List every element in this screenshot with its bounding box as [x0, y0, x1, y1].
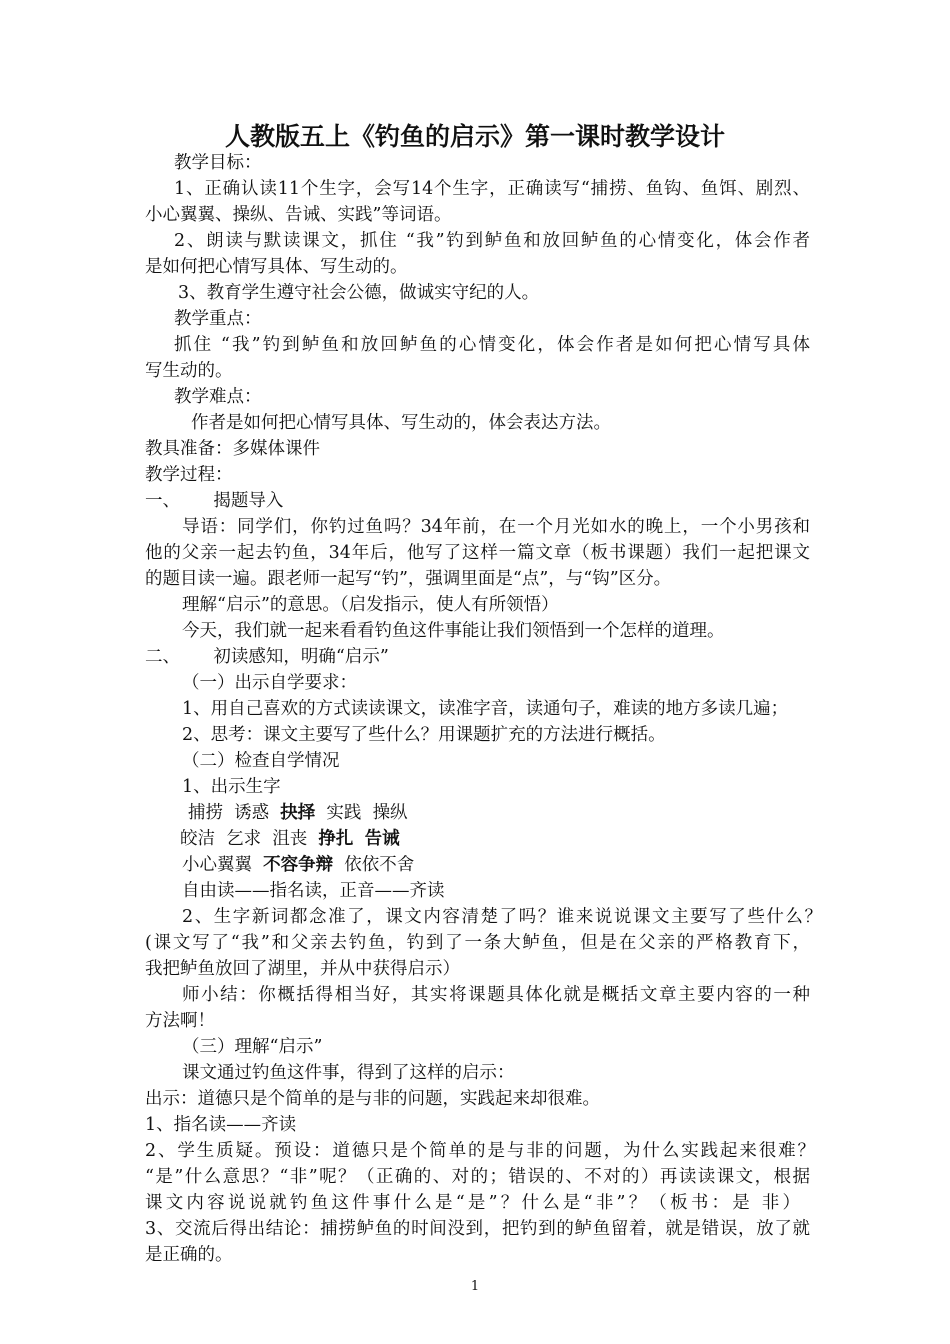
vocab-row — [180, 826, 845, 852]
paragraph-line: “是”什么意思？“非”呢？（正确的、对的；错误的、不对的）再读读课文，根据 — [145, 1167, 810, 1187]
paragraph-line: 出示：道德只是个简单的是与非的问题，实践起来却很难。 — [145, 1089, 600, 1109]
paragraph-line: 抓住 “我”钓到鲈鱼和放回鲈鱼的心情变化，体会作者是如何把心情写具体 — [174, 335, 810, 355]
paragraph-line: (课文写了“我”和父亲去钓鱼，钓到了一条大鲈鱼，但是在父亲的严格教育下， — [145, 933, 810, 953]
vocab-row — [188, 800, 853, 826]
section-label-process: 教学过程： — [145, 465, 233, 485]
paragraph-line: 课文通过钓鱼这件事，得到了这样的启示： — [182, 1063, 515, 1083]
paragraph-line: 自由读——指名读，正音——齐读 — [182, 881, 445, 901]
paragraph-line: 1、指名读——齐读 — [145, 1115, 297, 1135]
paragraph-line: 教具准备：多媒体课件 — [145, 439, 320, 459]
paragraph-line: 导语：同学们，你钓过鱼吗？34年前，在一个月光如水的晚上，一个小男孩和 — [182, 517, 810, 537]
paragraph-line: 1、正确认读11个生字，会写14个生字，正确读写“捕捞、鱼钩、鱼饵、剧烈、 — [174, 179, 810, 199]
vocab-word: 乞求 — [226, 829, 262, 849]
paragraph-line: 是如何把心情写具体、写生动的。 — [145, 257, 408, 277]
subsection-heading: （二）检查自学情况 — [182, 751, 340, 771]
vocab-word: 告诫 — [364, 829, 400, 849]
subsection-heading: （一）出示自学要求： — [182, 673, 357, 693]
paragraph-line: 今天，我们就一起来看看钓鱼这件事能让我们领悟到一个怎样的道理。 — [182, 621, 725, 641]
paragraph-line: 2、朗读与默读课文，抓住 “我”钓到鲈鱼和放回鲈鱼的心情变化，体会作者 — [174, 231, 810, 251]
paragraph-line: 1、用自己喜欢的方式读读课文，读准字音，读通句子，难读的地方多读几遍； — [182, 699, 789, 719]
section-label-key-points: 教学重点： — [174, 309, 262, 329]
section-label-objectives: 教学目标： — [174, 153, 262, 173]
vocab-word: 挣扎 — [318, 829, 354, 849]
paragraph-line: 作者是如何把心情写具体、写生动的，体会表达方法。 — [191, 413, 611, 433]
paragraph-line: 的题目读一遍。跟老师一起写“钓”，强调里面是“点”，与“钩”区分。 — [145, 569, 672, 589]
paragraph-line: 课文内容说说就钓鱼这件事什么是“是”？什么是“非”？（板书：是 非） — [145, 1193, 800, 1213]
vocab-word: 小心翼翼 — [182, 855, 252, 875]
section-label-difficulties: 教学难点： — [174, 387, 262, 407]
vocab-word: 抉择 — [280, 803, 316, 823]
vocab-word: 不容争辩 — [263, 855, 334, 875]
subsection-heading: （三）理解“启示” — [182, 1037, 323, 1057]
section-heading-2: 二、 初读感知，明确“启示” — [145, 647, 389, 667]
vocab-word: 实践 — [326, 803, 362, 823]
paragraph-line: 2、思考：课文主要写了些什么？用课题扩充的方法进行概括。 — [182, 725, 666, 745]
vocab-row — [182, 852, 847, 878]
section-heading-1: 一、 揭题导入 — [145, 491, 284, 511]
paragraph-line: 理解“启示”的意思。（启发指示，使人有所领悟） — [182, 595, 559, 615]
paragraph-line: 小心翼翼、操纵、告诫、实践”等词语。 — [145, 205, 452, 225]
paragraph-line: 2、生字新词都念准了，课文内容清楚了吗？谁来说说课文主要写了些什么？ — [182, 907, 822, 927]
paragraph-line: 我把鲈鱼放回了湖里，并从中获得启示） — [145, 959, 460, 979]
vocab-word: 沮丧 — [272, 829, 308, 849]
paragraph-line: 3、教育学生遵守社会公德，做诚实守纪的人。 — [178, 283, 540, 303]
vocab-word: 诱惑 — [234, 803, 270, 823]
paragraph-line: 3、交流后得出结论：捕捞鲈鱼的时间没到，把钓到的鲈鱼留着，就是错误，放了就 — [145, 1219, 810, 1239]
vocab-word: 依依不舍 — [344, 855, 415, 875]
page-number: 1 — [470, 1279, 480, 1294]
paragraph-line: 1、出示生字 — [182, 777, 281, 797]
paragraph-line: 是正确的。 — [145, 1245, 233, 1265]
vocab-word: 操纵 — [372, 803, 408, 823]
paragraph-line: 他的父亲一起去钓鱼，34年后，他写了这样一篇文章（板书课题）我们一起把课文 — [145, 543, 810, 563]
paragraph-line: 方法啊！ — [145, 1011, 215, 1031]
document-title: 人教版五上《钓鱼的启示》第一课时教学设计 — [224, 122, 725, 151]
paragraph-line: 2、学生质疑。预设：道德只是个简单的是与非的问题，为什么实践起来很难？ — [145, 1141, 815, 1161]
vocab-word: 皎洁 — [180, 829, 215, 849]
vocab-word: 捕捞 — [188, 803, 223, 823]
paragraph-line: 师小结：你概括得相当好，其实将课题具体化就是概括文章主要内容的一种 — [182, 985, 810, 1005]
paragraph-line: 写生动的。 — [145, 361, 233, 381]
